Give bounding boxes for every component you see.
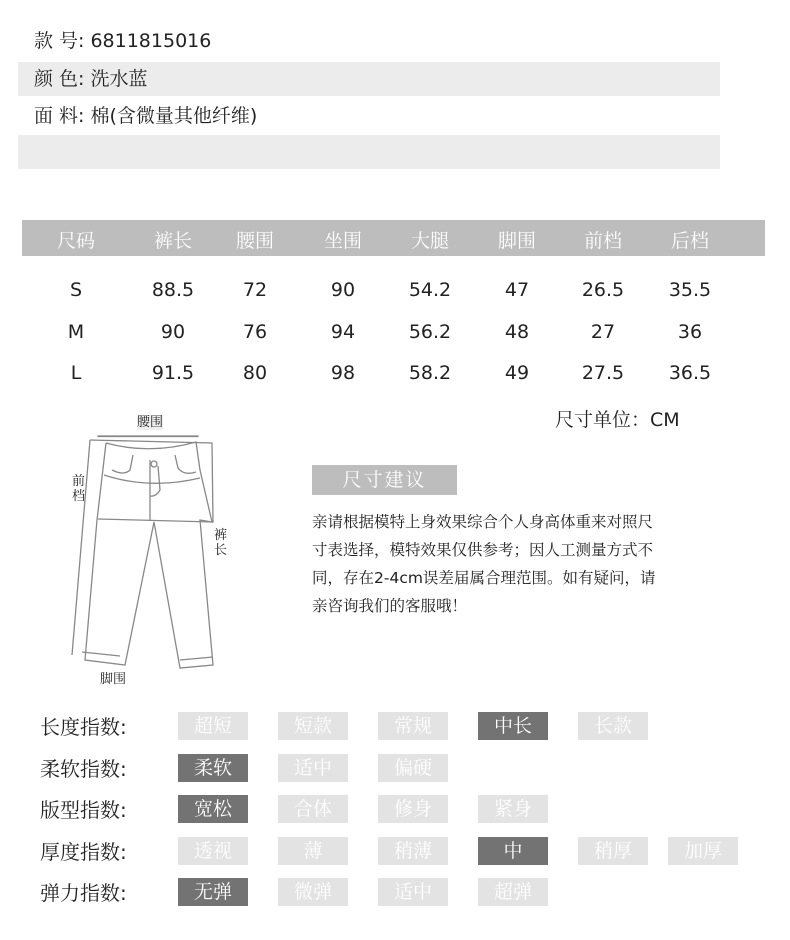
index-option: 紧身 — [478, 795, 548, 823]
advice-line: 同，存在2-4cm误差届属合理范围。如有疑问，请 — [312, 569, 656, 587]
table-cell: 91.5 — [151, 362, 195, 384]
table-cell: 90 — [160, 320, 186, 343]
table-cell: 36 — [677, 320, 703, 343]
index-label: 柔软指数: — [40, 756, 127, 781]
index-option: 稍薄 — [378, 837, 448, 865]
table-cell: 98 — [330, 362, 356, 384]
size-advice-text — [312, 508, 732, 620]
pants-diagram — [60, 430, 230, 670]
index-label: 版型指数: — [40, 798, 127, 822]
column-header: 前档 — [583, 230, 622, 252]
table-cell: 26.5 — [581, 279, 625, 301]
size-unit: 尺寸单位：CM — [555, 409, 680, 431]
index-option: 微弹 — [278, 878, 348, 906]
advice-line: 亲请根据模特上身效果综合个人身高体重来对照尺 — [312, 513, 654, 531]
index-option: 薄 — [278, 837, 348, 865]
size-advice-title: 尺寸建议 — [312, 465, 457, 495]
index-option: 透视 — [178, 837, 248, 865]
info-value: 洗水蓝 — [90, 68, 148, 90]
info-label: 面 料: — [34, 105, 85, 127]
table-cell: 27 — [590, 320, 616, 343]
info-value: 棉(含微量其他纤维) — [90, 105, 258, 127]
column-header: 尺码 — [56, 230, 95, 252]
column-header: 腰围 — [235, 230, 274, 252]
index-option: 常规 — [378, 712, 448, 740]
info-value: 6811815016 — [90, 30, 212, 52]
size-table-header — [22, 220, 765, 256]
table-cell: 58.2 — [408, 362, 452, 384]
table-cell: 56.2 — [408, 320, 452, 343]
index-option: 无弹 — [178, 878, 248, 906]
waist-label: 腰围 — [137, 415, 164, 430]
hem-label: 脚围 — [100, 672, 127, 687]
index-label: 厚度指数: — [40, 839, 127, 864]
index-label: 弹力指数: — [40, 881, 127, 905]
front-rise-label: 前档 — [72, 474, 86, 504]
column-header: 后档 — [670, 230, 709, 252]
table-cell: 72 — [242, 279, 268, 301]
blank-band — [18, 135, 720, 169]
info-label: 颜 色: — [34, 68, 85, 90]
index-option: 柔软 — [178, 754, 248, 782]
table-cell: S — [69, 279, 83, 301]
index-option: 短款 — [278, 712, 348, 740]
table-cell: 80 — [242, 362, 268, 384]
table-cell: 47 — [504, 279, 530, 301]
table-cell: 27.5 — [581, 362, 625, 384]
table-cell: 35.5 — [668, 279, 712, 301]
column-header: 大腿 — [410, 230, 449, 252]
table-cell: 54.2 — [408, 279, 452, 301]
table-cell: 36.5 — [668, 362, 712, 384]
index-option: 适中 — [278, 754, 348, 782]
index-option: 修身 — [378, 795, 448, 823]
advice-line: 寸表选择，模特效果仅供参考；因人工测量方式不 — [312, 541, 654, 559]
table-cell: M — [67, 320, 85, 343]
table-cell: 48 — [504, 320, 530, 343]
index-option: 宽松 — [178, 795, 248, 823]
index-option: 偏硬 — [378, 754, 448, 782]
length-label: 裤长 — [214, 528, 228, 558]
column-header: 坐围 — [323, 230, 362, 252]
table-cell: 90 — [330, 279, 356, 301]
index-option: 合体 — [278, 795, 348, 823]
info-row — [18, 99, 720, 133]
table-cell: 94 — [330, 320, 356, 343]
index-option: 长款 — [578, 712, 648, 740]
index-option: 超弹 — [478, 878, 548, 906]
index-option: 加厚 — [668, 837, 738, 865]
index-option: 适中 — [378, 878, 448, 906]
table-cell: 49 — [504, 362, 530, 384]
table-cell: 76 — [242, 320, 268, 343]
table-cell: L — [70, 362, 82, 384]
index-option: 中 — [478, 837, 548, 865]
info-label: 款 号: — [34, 30, 85, 52]
info-row — [18, 62, 720, 96]
column-header: 裤长 — [153, 230, 192, 252]
index-option: 中长 — [478, 712, 548, 740]
table-cell: 88.5 — [151, 279, 195, 301]
index-option: 稍厚 — [578, 837, 648, 865]
index-option: 超短 — [178, 712, 248, 740]
index-label: 长度指数: — [40, 715, 127, 739]
column-header: 脚围 — [497, 230, 536, 252]
info-row — [18, 24, 720, 58]
advice-line: 亲咨询我们的客服哦！ — [312, 597, 468, 615]
